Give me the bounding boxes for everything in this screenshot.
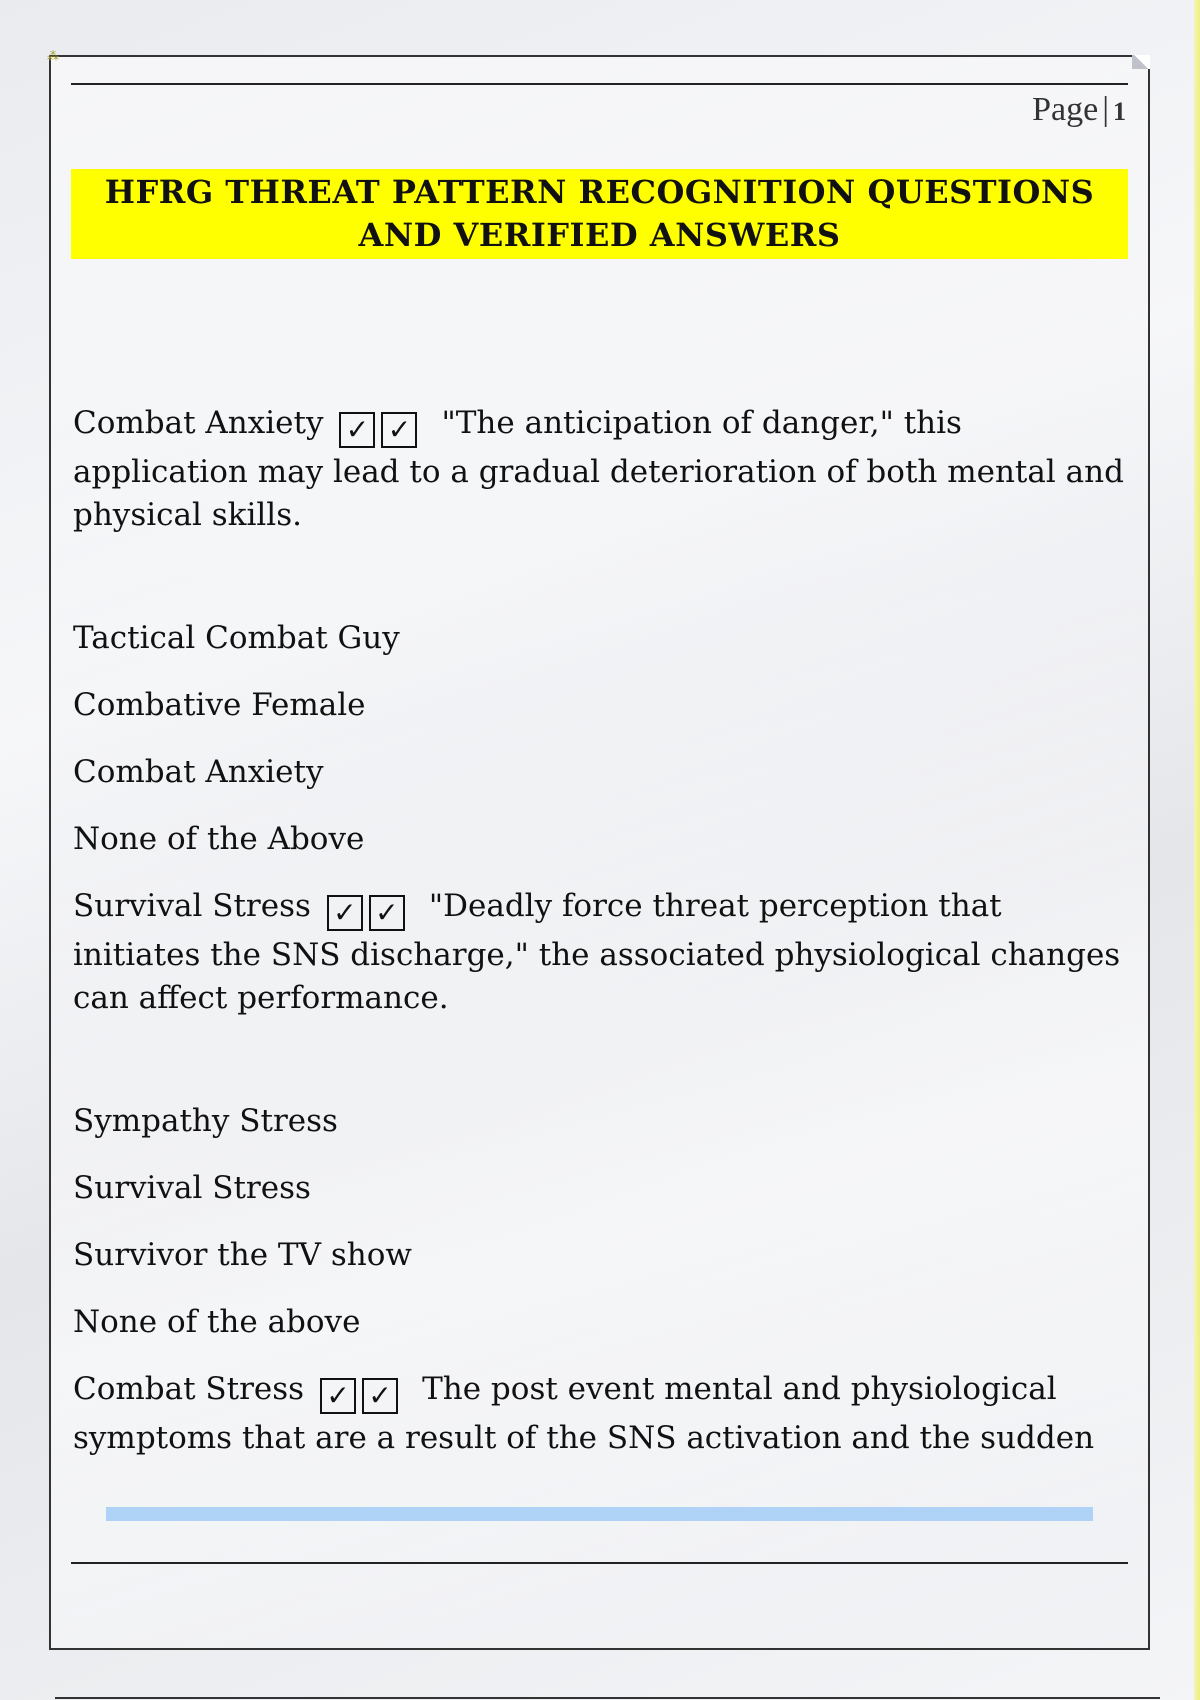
- verified-checks: [327, 891, 411, 934]
- checkbox-checked-icon: ✓: [327, 895, 363, 931]
- title-banner: [71, 169, 1128, 259]
- page-corner-fold: [1132, 55, 1150, 69]
- page-separator: |: [1102, 91, 1109, 128]
- question-definition: "Deadly force threat perception that initiates the SNS discharge," the associated physiological changes can affect performance.: [73, 888, 1121, 1016]
- corner-anchor-icon: ⁂: [47, 49, 59, 63]
- option-item: None of the Above: [73, 821, 365, 857]
- footer-highlight-bar: [106, 1507, 1093, 1521]
- page-number-header: [1032, 91, 1126, 129]
- checkbox-checked-icon: ✓: [381, 412, 417, 448]
- option-item: Survivor the TV show: [73, 1237, 412, 1273]
- page-edge-highlight: [1194, 0, 1200, 1700]
- verified-checks: [320, 1374, 404, 1417]
- checkbox-checked-icon: ✓: [362, 1378, 398, 1414]
- question-definition: "The anticipation of danger," this application may lead to a gradual deterioration of both mental and physical skills.: [73, 405, 1124, 533]
- option-item: Combat Anxiety: [73, 754, 324, 790]
- page-number: 1: [1113, 97, 1126, 126]
- checkbox-checked-icon: ✓: [339, 412, 375, 448]
- checkbox-checked-icon: ✓: [369, 895, 405, 931]
- question-definition: The post event mental and physiological symptoms that are a result of the SNS activation and the sudden: [73, 1371, 1095, 1456]
- question-2: [73, 885, 1126, 1020]
- document-title: HFRG THREAT PATTERN RECOGNITION QUESTIONS AND VERIFIED ANSWERS: [104, 173, 1095, 254]
- answer-term: Combat Stress: [73, 1371, 305, 1407]
- question-1: [73, 402, 1126, 537]
- option-item: Tactical Combat Guy: [73, 620, 400, 656]
- option-item: None of the above: [73, 1304, 361, 1340]
- document-body: [73, 402, 1126, 1460]
- footer-rule: [71, 1562, 1128, 1564]
- checkbox-checked-icon: ✓: [320, 1378, 356, 1414]
- answer-term: Combat Anxiety: [73, 405, 324, 441]
- verified-checks: [339, 408, 423, 451]
- next-page-rule: [55, 1697, 1160, 1699]
- page-label: Page: [1032, 91, 1099, 128]
- question-3: [73, 1368, 1126, 1460]
- option-item: Combative Female: [73, 687, 366, 723]
- answer-term: Survival Stress: [73, 888, 311, 924]
- option-item: Survival Stress: [73, 1170, 311, 1206]
- document-page: [47, 49, 1150, 1650]
- option-item: Sympathy Stress: [73, 1103, 338, 1139]
- header-rule: [71, 83, 1128, 85]
